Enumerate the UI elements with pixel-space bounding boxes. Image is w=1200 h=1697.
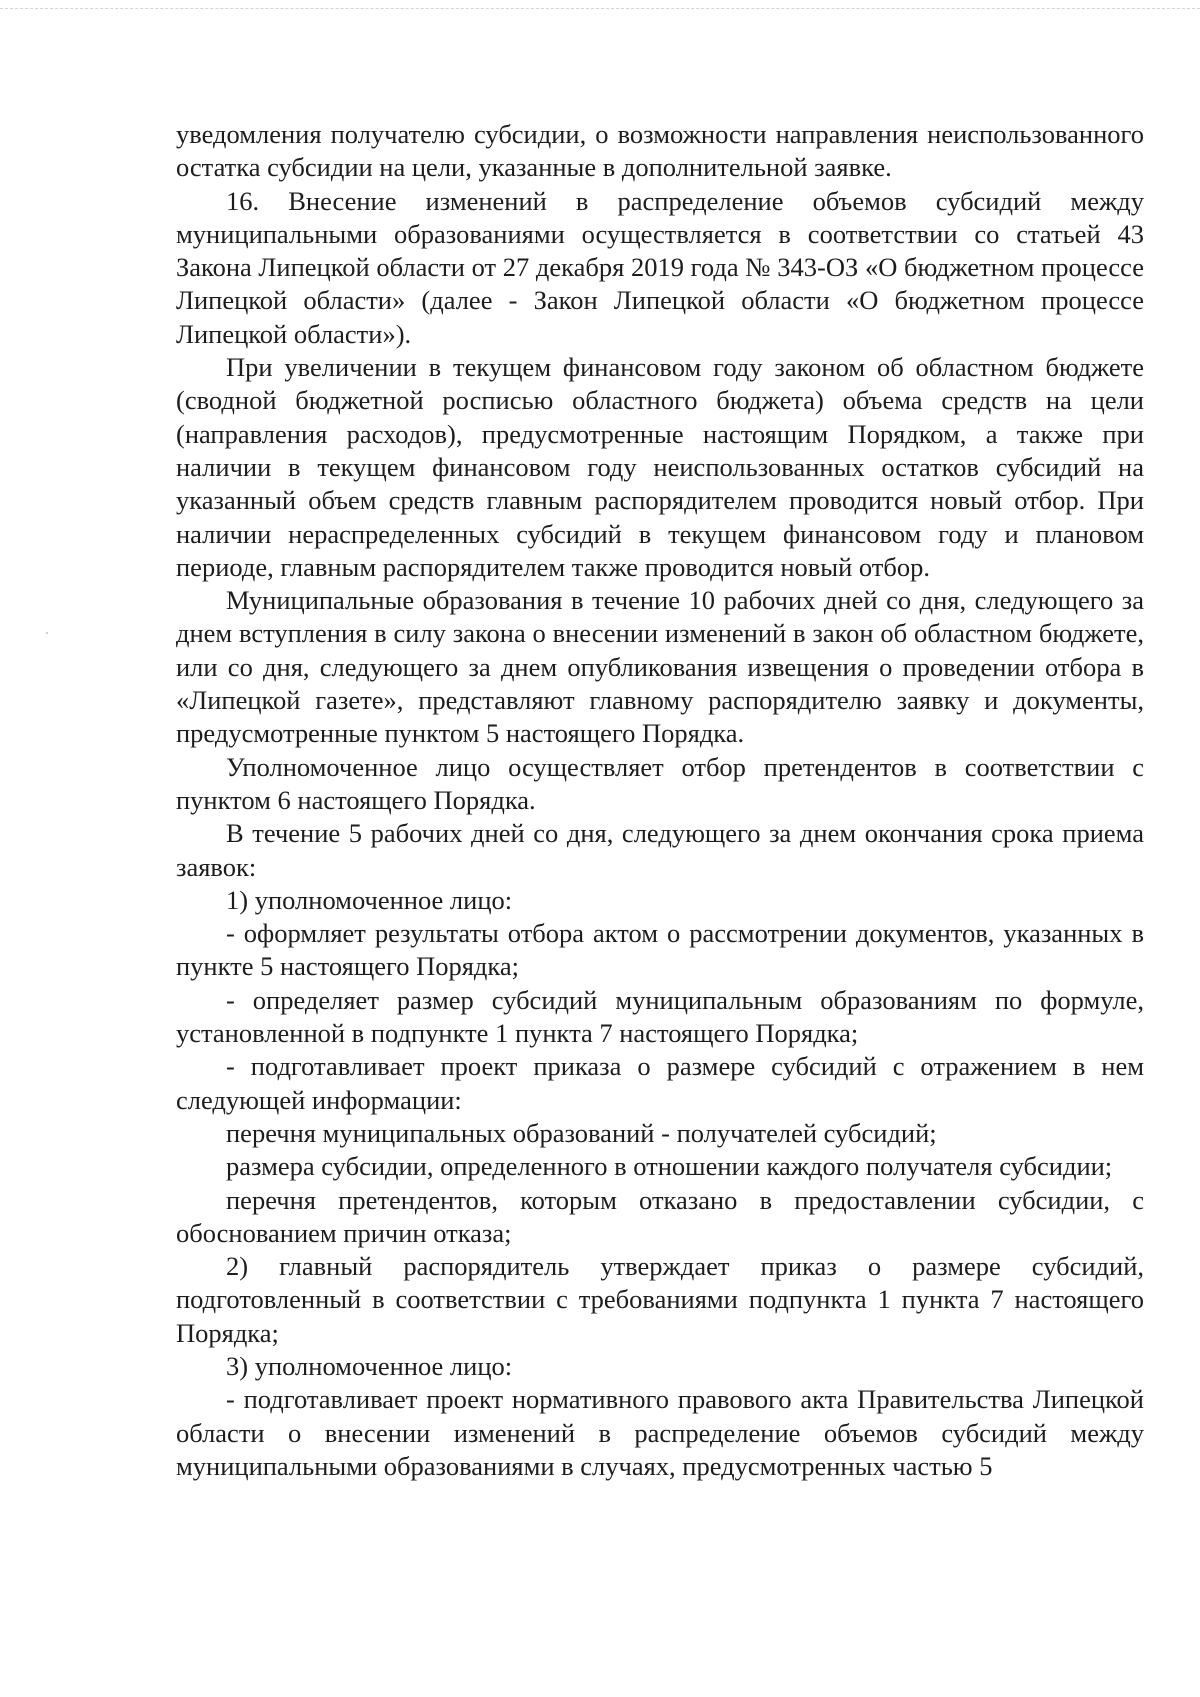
scan-top-edge xyxy=(0,8,1200,9)
paragraph-new-selection: При увеличении в текущем финансовом году законом об областном бюджете (сводной бюджетной росписью областного бюджета) объема средств на цели (направления расходов), предусмотренные настоящим Порядком, а также при наличии в текущем финансовом году неиспользованных остатков субсидий на указанный объем средств главным распорядителем проводится новый отбор. При наличии нераспределенных субсидий в текущем финансовом году и плановом периоде, главным распорядителем также проводится новый отбор. xyxy=(176,352,1144,582)
paragraph-municipal-application: Муниципальные образования в течение 10 рабочих дней со дня, следующего за днем вступления в силу закона о внесении изменений в закон об областном бюджете, или со дня, следующего за днем опубликования извещения о проведении отбора в «Липецкой газете», представляют главному распорядителю заявку и документы, предусмотренные пунктом 5 настоящего Порядка. xyxy=(176,585,1144,749)
paragraph-within-5-days: В течение 5 рабочих дней со дня, следующего за днем окончания срока приема заявок: xyxy=(176,818,1144,882)
paragraph-sub-1-header: 1) уполномоченное лицо: xyxy=(226,884,513,915)
paragraph-list-recipients: перечня муниципальных образований - получателей субсидий; xyxy=(226,1117,937,1148)
paragraph-list-amount: размера субсидии, определенного в отношении каждого получателя субсидии; xyxy=(226,1151,1113,1182)
paragraph-continuation: уведомления получателю субсидии, о возможности направления неиспользованного остатка субсидии на цели, указанные в дополнительной заявке. xyxy=(176,119,1144,183)
paragraph-sub-3-header: 3) уполномоченное лицо: xyxy=(226,1350,513,1381)
paragraph-dash-order-draft: - подготавливает проект приказа о размере субсидий с отражением в нем следующей информации: xyxy=(176,1051,1144,1115)
paragraph-selection-by-authorized: Уполномоченное лицо осуществляет отбор претендентов в соответствии с пунктом 6 настоящего Порядка. xyxy=(176,751,1144,815)
paragraph-list-refused: перечня претендентов, которым отказано в предоставлении субсидии, с обоснованием причин отказа; xyxy=(176,1184,1144,1248)
document-body xyxy=(176,118,1144,1483)
paragraph-dash-regulation: - подготавливает проект нормативного правового акта Правительства Липецкой области о внесении изменений в распределение объемов субсидий между муниципальными образованиями в случаях, предусмотренных частью 5 xyxy=(176,1384,1144,1481)
paragraph-dash-formula: - определяет размер субсидий муниципальным образованиям по формуле, установленной в подпункте 1 пункта 7 настоящего Порядка; xyxy=(176,984,1144,1049)
paragraph-dash-act: - оформляет результаты отбора актом о рассмотрении документов, указанных в пункте 5 настоящего Порядка; xyxy=(176,918,1144,982)
scan-speck xyxy=(46,632,48,634)
paragraph-item-16: 16. Внесение изменений в распределение объемов субсидий между муниципальными образованиями осуществляется в соответствии со статьей 43 Закона Липецкой области от 27 декабря 2019 года № 343-ОЗ «О бюджетном процессе Липецкой области» (далее - Закон Липецкой области «О бюджетном процессе Липецкой области»). xyxy=(176,185,1144,349)
paragraph-sub-2: 2) главный распорядитель утверждает приказ о размере субсидий, подготовленный в соответствии с требованиями подпункта 1 пункта 7 настоящего Порядка; xyxy=(176,1251,1144,1348)
